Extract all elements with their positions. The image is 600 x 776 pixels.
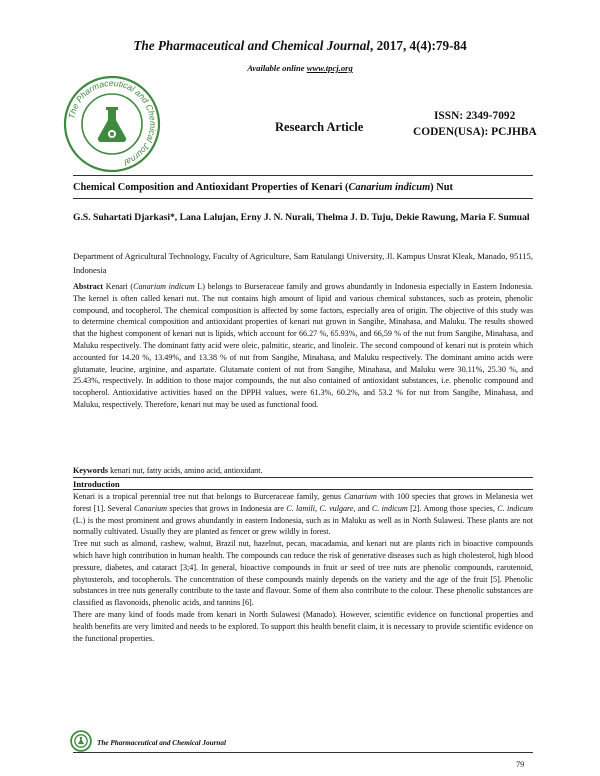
journal-logo — [62, 74, 162, 174]
affiliation: Department of Agricultural Technology, Faculty of Agriculture, Sam Ratulangi University, Jl. Kampus Unsrat Kleak, Manado, 95115, Indonesia — [73, 251, 533, 275]
footer-journal-name: The Pharmaceutical and Chemical Journal — [97, 739, 226, 747]
header-divider — [73, 175, 533, 176]
journal-name: The Pharmaceutical and Chemical Journal — [133, 38, 370, 53]
title-end: ) Nut — [430, 182, 453, 193]
title-main: Chemical Composition and Antioxidant Properties of Kenari ( — [73, 182, 349, 193]
page-number: 79 — [516, 760, 525, 769]
availability-line — [0, 63, 600, 73]
abstract-species: Canarium indicum — [133, 282, 195, 291]
coden: CODEN(USA): PCJHBA — [413, 126, 537, 138]
keywords-text: kenari nut, fatty acids, amino acid, antioxidant. — [108, 466, 263, 475]
available-online-label: Available online — [247, 63, 307, 73]
issn: ISSN: 2349-7092 — [434, 110, 516, 122]
introduction-heading: Introduction — [73, 479, 120, 489]
introduction-divider — [73, 489, 533, 490]
keywords — [73, 466, 263, 475]
journal-header — [0, 38, 600, 54]
abstract-label: Abstract — [73, 282, 104, 291]
article-title — [73, 182, 453, 193]
article-type: Research Article — [275, 120, 364, 134]
author-list: G.S. Suhartati Djarkasi*, Lana Lalujan, Erny J. N. Nurali, Thelma J. D. Tuju, Dekie Rawung, Maria F. Sumual — [73, 212, 530, 223]
journal-website-link[interactable]: www.tpcj.org — [306, 63, 353, 73]
keywords-divider — [73, 477, 533, 478]
abstract-text-2: L) belongs to Burseraceae family and grows abundantly in Indonesia especially in Eastern Indonesia. The kernel is often called kenari nut. The nut contains high amount of lipid and various chemical substances, such as protein, phenolic compound, and tocopherol. The chemical composition is affected by some factors, especially area of origin. The objective of this study was to determine chemical composition and antioxidant properties of kenari nut grown in Sangihe, Minahasa, and Maluku. The results showed that the highest component of kenari nut is lipids, which account for 66.27 %, 65.93%, and 66,59 % of the nut from Sangihe, Minahasa, and Maluku respectively. The dominant fatty acid were oleic, palmitic, stearic, and linoleic. The second compound of kenari nut is protein which accounted for 14.20 %, 13.49%, and 13.38 % of nut from Sangihe, Minahasa, and Maluku respectively. The dominant amino acids were glutamate, leucine, arginine, and aspartate. Glutamate content of nut from Sangihe, Minahasa, and Maluku were 30.11%, 25.30 %, and 25.43%, respectively. In addition to those major compounds, the nut also contained of antioxidant substances, i.e. phenolic compound and tocopherol. Antioxidative activities based on the DPPH values, were 61.3%, 60.2%, and 53.2 % for nut from Sangihe, Minahasa, and Maluku, respectively. Therefore, kenari nut may be used as functional food. — [73, 282, 533, 409]
paragraph: Kenari is a tropical perennial tree nut that belongs to Burceraceae family, genus Canarium with 100 species that grows in Melanesia wet forest [1]. Several Canarium species that grows in Indonesia are C. lamili, C. vulgare, and C. indicum [2]. Among those species, C. indicum (L.) is the most prominent and grows abundantly in eastern Indonesia, such as in Maluku as well as in North Sulawesi. These plants are not normally cultivated. Usually they are planted as fencer or grew wildly in forest. — [73, 492, 534, 537]
introduction-body — [73, 491, 533, 644]
paragraph: There are many kind of foods made from kenari in North Sulawesi (Manado). However, scientific evidence on functional properties and health benefits are very limited and needs to be explored. To support this health benefit claim, it is necessary to provide scientific evidence on the functional properties. — [73, 609, 533, 643]
logo-ring-text: The Pharmaceutical and Chemical Journal — [66, 77, 159, 168]
keywords-label: Keywords — [73, 466, 109, 475]
title-species: Canarium indicum — [348, 182, 431, 193]
title-divider — [73, 198, 533, 199]
journal-volume: , 2017, 4(4):79-84 — [369, 38, 467, 53]
abstract — [73, 281, 533, 411]
footer-logo-icon — [70, 730, 92, 752]
flask-icon — [98, 107, 126, 142]
abstract-text-1: Kenari ( — [103, 282, 134, 291]
paragraph: Tree nut such as almond, cashew, walnut, Brazil nut, hazelnut, pecan, macadamia, and kenari nut are plants rich in bioactive compounds which have high contribution in human health. The compounds can reduce the risk of generative diseases such as high cholesterol, high blood pressure, diabetes, and cataract [3;4]. In general, bioactive compounds in fruit or seed of tree nuts are phenolic compounds, carotenoid, phytosterols, and tocopherols. The concentration of these compounds mainly depends on the variety and the age of the fruit [5]. Phenolic substances in tree nuts generally contribute to the taste and flavour. Some of them also contribute to the colour. These phenolic substances are classified as flavonoids, phenolic acids, and tannins [6]. — [73, 539, 533, 608]
footer-divider — [73, 752, 533, 753]
